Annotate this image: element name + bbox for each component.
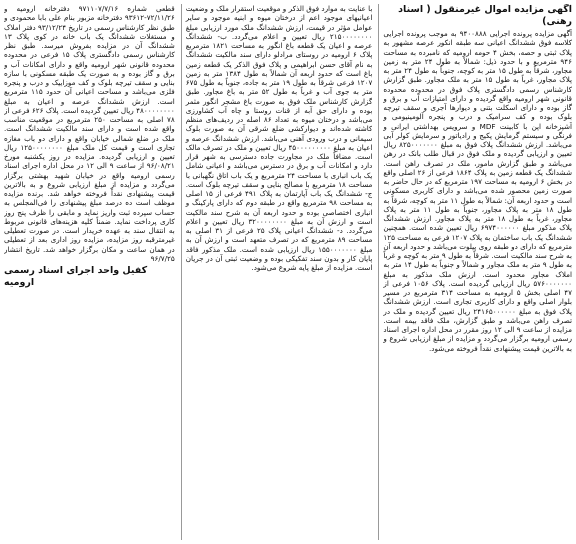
notice-column-middle xyxy=(181,4,373,540)
notice-right-text: آگهی مزایده پرونده اجرایی ۹۴۰۰۸۸۸ به موجب پرونده اجرایی کلاسه فوق ششدانگ اعیانی سه طبقه انکور عرصه مشهور به پلاک ثبتی و حصه، بخش ۴ حومه ارومیه که نامبرده به مساحت ۹۴۶ مترمربع و با حدود ذیل: شمالاً به طول ۲۴ متر به زمین مجاور، شرقاً به طول ۱۵ متر به کوچه، جنوباً به طول ۲۴ متر به پلاک مجاور، غرباً به طول ۱۵ متر به ملک مجاور. طبق گزارش کارشناس رسمی دادگستری پلاک فوق در محدوده محدوده قانونی شهر ارومیه واقع گردیده و دارای امتیازات آب و برق و گاز بوده و دارای اسکلت بتنی و دیوارها آجری و سقف تیرچه بلوک بوده و کف سرامیک و درب و پنجره آلومینیومی و آشپزخانه اپن با کابینت MDF و سرویس بهداشتی ایرانی و فرنگی و سیستم گرمایش پکیج و رادیاتور و سرمایش کولر آبی می‌باشد. ارزش ششدانگ پلاک فوق به مبلغ ۸۲۵۰۰۰۰۰۰۰ ریال تعیین و ارزیابی گردیده و ملک فوق در قبال طلب بانک در رهن می‌باشد و طبق گزارش مامور، ملک در تصرف راهن است. ششدانگ یک قطعه زمین به پلاک ۱۸۶۴ فرعی از ۲۶ اصلی واقع در بخش ۶ ارومیه به مساحت ۱۹۷ مترمربع که در حال حاضر به صورت زمین محصور شده می‌باشد و دارای کاربری مسکونی است و حدود اربعه آن: شمالاً به طول ۱۱ متر به کوچه، شرقاً به طول ۱۸ متر به پلاک مجاور، جنوباً به طول ۱۱ متر به پلاک مجاور، غرباً به طول ۱۸ متر به پلاک مجاور. ارزش ششدانگ پلاک مذکور مبلغ ۶۹۷۴۰۰۰۰۰۰ ریال تعیین شده است. همچنین ششدانگ یک باب ساختمان به پلاک ۱۲۰۷ فرعی به مساحت ۱۲۵ مترمربع که دارای دو طبقه روی پیلوت می‌باشد و حدود اربعه آن به شرح سند مالکیت است. شرقاً به طول ۹ متر به کوچه و غرباً به طول ۹ متر به ملک مجاور و شمالاً و جنوباً به طول ۱۴ متر به املاک مجاور محدود است. ارزش ملک مذکور به مبلغ ۵۷۶۰۰۰۰۰۰۰ ریال ارزیابی گردیده است. پلاک ۱۰۵۶ فرعی از ۴۷ اصلی بخش ۵ ارومیه به مساحت ۳۱۴ مترمربع در مسیر بلوار اصلی واقع و دارای کاربری تجاری است. ارزش ششدانگ پلاک فوق به مبلغ ۲۴۱۶۵۰۰۰۰۰۰ ریال تعیین گردیده و ملک در تصرف راهن می‌باشد و طبق گزارش، ملک فاقد بیمه است. مزایده از ساعت ۹ الی ۱۲ روز مقرر در محل اداره اجرای اسناد رسمی ارومیه برگزار می‌گردد و مزایده از مبلغ ارزیابی شروع و به بالاترین قیمت پیشنهادی نقداً فروخته می‌شود. xyxy=(383,29,572,353)
notice-column-right xyxy=(378,4,572,540)
notice-left-text: قطعی شماره ۹۷۱۱۰۷/۷/۱۶ دفترخانه ارومیه و ۷۲/۱۱/۲۶-۹۳۶۱۲ دفترخانه مزبور بنام علی بابا محمودی و طبق نظر کارشناس رسمی در تاریخ ۹۳/۱۲/۲۴ دفتر املاک و مستغلات ششدانگ یک باب خانه در کوی پلاک ۱۳ ششدانگ آن در مزایده بفروش میرسد. طبق نظر کارشناس رسمی دادگستری پلاک ۱۵ فرعی در محدوده محدوده قانونی شهر ارومیه واقع و دارای امکانات آب و برق و گاز بوده و به صورت یک طبقه مسکونی با سازه بنایی و سقف تیرچه بلوک و کف موزاییک و درب و پنجره فلزی می‌باشد و مساحت اعیانی آن حدود ۱۱۵ مترمربع است. ارزش ششدانگ عرصه و اعیان به مبلغ ۴۸۰۰۰۰۰۰۰۰ ریال تعیین گردیده است. پلاک ۶۲۶ فرعی از ۷۸ اصلی به مساحت ۲۵۰ مترمربع در موقعیت مناسب واقع شده است و دارای سند مالکیت ششدانگ است. ملک در ضلع شمالی خیابان واقع و دارای دو باب مغازه تجاری است و قیمت کل ملک مبلغ ۱۲۵۰۰۰۰۰۰۰۰ ریال تعیین و ارزیابی گردیده. مزایده در روز یکشنبه مورخ ۹۶/۰۸/۲۱ از ساعت ۹ الی ۱۲ در محل اداره اجرای اسناد رسمی ارومیه واقع در خیابان شهید بهشتی برگزار می‌گردد و مزایده از مبلغ ارزیابی شروع و به بالاترین قیمت پیشنهادی نقداً فروخته خواهد شد. برنده مزایده موظف است ده درصد مبلغ پیشنهادی را فی‌المجلس به حساب سپرده ثبت واریز نماید و مابقی را ظرف پنج روز کاری پرداخت نماید. ضمناً کلیه هزینه‌های قانونی مربوط به انتقال سند به عهده خریدار است. در صورت تعطیلی غیرمترقبه روز مزایده، مزایده روز اداری بعد از تعطیلی در همان ساعت و مکان برگزار خواهد شد. تاریخ انتشار ۹۶/۷/۲۵ xyxy=(4,4,175,263)
notice-signature: کفیل واحد اجرای اسناد رسمی ارومیه xyxy=(4,265,148,288)
notice-column-left xyxy=(4,4,175,540)
notice-title: آگهی مزایده اموال غیرمنقول ( اسناد رهنی) xyxy=(398,4,572,27)
notice-middle-text: با عنایت به موارد فوق الذکر و موقعیت استقرار ملک و وضعیت اعیانیهای موجود اعم از درختان میوه و ابنیه موجود و سایر عوامل مؤثر در قیمت، ارزش ششدانگ ملک مورد ارزیابی مبلغ ۲۱۵۰۰۰۰۰۰۰۰ ریال تعیین و اعلام می‌گردد. ب- ششدانگ عرصه و اعیان یک قطعه باغ انگور به مساحت ۱۸۲۱ مترمربع پلاک ۶ ارومیه در روستای مرادلو دارای سند مالکیت ششدانگ به نام آقای حسن ابراهیمی و پلاک فوق الذکر یک قطعه زمین باغ است که حدود اربعه آن شمالاً به طول ۱۳۸۴ متر به زمین ۱۲۰۷ فرعی شرقاً به طول ۱۹ متر به جاده، جنوباً به طول ۶۷۵ متر به جوی آب و غرباً به طول ۵۲ متر به باغ مجاور. طبق گزارش کارشناس ملک فوق به صورت باغ مشجر انگور مثمر بوده و دارای حق آبه از قنات روستا و چاه آب کشاورزی می‌باشد و درختان میوه به تعداد ۸۶ اصله در ردیف‌های منظم کاشته شده‌اند و دیوارکشی ضلع شرقی آن به صورت بلوک سیمانی و درب ورودی آهنی می‌باشد. ارزش ششدانگ عرصه و اعیان به مبلغ ۴۵۰۰۰۰۰۰۰۰۰ ریال تعیین و ملک در تصرف مالک است. مضافاً ملک در مجاورت جاده دسترسی به شهر قرار دارد و امکانات آب و برق در دسترس می‌باشد و اعیانی شامل یک باب انباری با مساحت ۲۴ مترمربع و یک باب اتاق نگهبانی با مساحت ۱۸ مترمربع با مصالح بنایی و سقف تیرچه بلوک است. ج- ششدانگ یک باب آپارتمان به پلاک ۴۹۱ فرعی از ۱۵ اصلی به مساحت ۹۸ مترمربع واقع در طبقه دوم که دارای پارکینگ و انباری اختصاصی بوده و حدود اربعه آن به شرح سند مالکیت است و ارزش آن به مبلغ ۳۲۰۰۰۰۰۰۰۰ ریال تعیین و اعلام می‌گردد. د- ششدانگ اعیانی پلاک ۲۵ فرعی از ۳۱ اصلی به مساحت ۸۹ مترمربع که در تصرف متعهد است و ارزش آن به مبلغ ۱۵۵۰۰۰۰۰۰۰ ریال ارزیابی شده است. ملک مذکور فاقد پایان کار و بدون سند تفکیکی بوده و وضعیت ثبتی آن در جریان است. مزایده از مبلغ پایه شروع می‌شود. xyxy=(185,4,373,272)
